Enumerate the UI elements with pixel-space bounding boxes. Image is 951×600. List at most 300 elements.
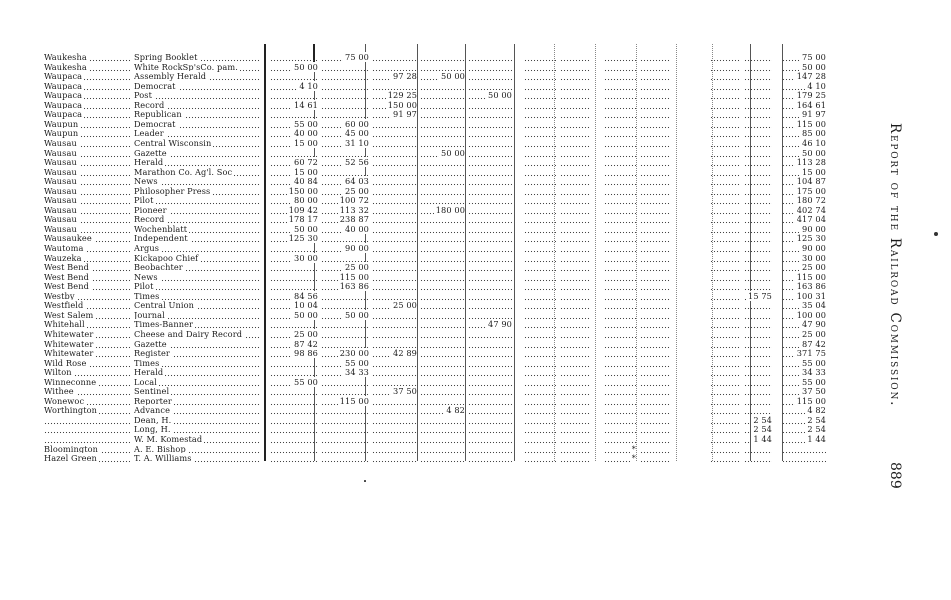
cell-text — [770, 128, 772, 138]
table-row — [44, 62, 832, 72]
cell-paper — [134, 195, 260, 205]
cell-c3 — [372, 214, 417, 224]
cell-text — [588, 90, 590, 100]
cell-text — [634, 176, 636, 186]
cell-c7 — [560, 405, 590, 415]
cell-text — [367, 81, 369, 91]
cell-text — [738, 253, 740, 263]
cell-c11 — [744, 138, 772, 148]
cell-c6 — [524, 71, 556, 81]
cell-place — [44, 319, 130, 329]
cell-c6 — [524, 186, 556, 196]
cell-c4 — [420, 109, 465, 119]
cell-c6 — [524, 157, 556, 167]
cell-c4 — [420, 310, 465, 320]
cell-total — [782, 167, 826, 177]
cell-c1 — [270, 90, 318, 100]
cell-text — [634, 262, 636, 272]
cell-c11 — [744, 329, 772, 339]
cell-c4 — [420, 176, 465, 186]
cell-c7 — [560, 186, 590, 196]
cell-c5 — [468, 453, 512, 463]
cell-c1 — [270, 148, 318, 158]
cell-text: Register — [134, 348, 170, 359]
cell-text: Waukesha — [44, 52, 87, 62]
cell-c4 — [420, 386, 465, 396]
cell-c5 — [468, 71, 512, 81]
cell-place — [44, 367, 130, 377]
cell-text: Waupaca — [44, 80, 83, 91]
cell-c6 — [524, 386, 556, 396]
cell-c2 — [321, 71, 369, 81]
cell-text: Whitehall — [44, 319, 85, 330]
cell-text: 371 75 — [796, 348, 826, 359]
cell-text — [634, 243, 636, 253]
cell-text: Republican — [134, 109, 182, 120]
cell-text — [588, 453, 590, 463]
cell-text: 1 44 — [753, 434, 772, 444]
cell-text: Worthington — [44, 405, 97, 416]
cell-text — [770, 405, 772, 415]
cell-paper — [134, 214, 260, 224]
cell-c10 — [710, 52, 740, 62]
cell-text — [738, 386, 740, 396]
cell-text: Cheese and Dairy Record — [134, 328, 243, 339]
cell-c9 — [640, 176, 670, 186]
cell-text — [738, 62, 740, 72]
cell-c6 — [524, 214, 556, 224]
cell-text — [770, 186, 772, 196]
cell-c1 — [270, 281, 318, 291]
cell-text: Independent — [134, 233, 188, 244]
cell-c1 — [270, 358, 318, 368]
cell-text — [554, 367, 556, 377]
cell-place — [44, 52, 130, 62]
cell-text — [463, 157, 465, 167]
cell-c4 — [420, 291, 465, 301]
cell-c8 — [604, 415, 636, 425]
cell-c1 — [270, 100, 318, 110]
cell-total — [782, 453, 826, 463]
cell-text — [668, 195, 670, 205]
cell-place — [44, 224, 130, 234]
cell-text — [668, 205, 670, 215]
cell-c8 — [604, 300, 636, 310]
cell-text: 2 54 — [807, 424, 826, 435]
cell-text: Wausaukee — [44, 233, 92, 244]
cell-total — [782, 253, 826, 263]
cell-c2 — [321, 415, 369, 425]
cell-text — [510, 195, 512, 205]
cell-text: 91 97 — [393, 109, 417, 120]
cell-c9 — [640, 157, 670, 167]
cell-c5 — [468, 339, 512, 349]
cell-c9 — [640, 224, 670, 234]
cell-place — [44, 310, 130, 320]
cell-text — [510, 281, 512, 291]
table-row — [44, 453, 832, 463]
cell-text — [510, 157, 512, 167]
cell-paper — [134, 253, 260, 263]
cell-c8 — [604, 128, 636, 138]
cell-c11 — [744, 176, 772, 186]
cell-paper — [134, 128, 260, 138]
cell-text — [415, 453, 417, 463]
cell-c7 — [560, 253, 590, 263]
cell-paper — [134, 262, 260, 272]
cell-text — [668, 138, 670, 148]
cell-text — [770, 138, 772, 148]
cell-c3 — [372, 138, 417, 148]
cell-text: 50 00 — [294, 309, 318, 320]
cell-text: 150 00 — [288, 185, 318, 196]
cell-c2 — [321, 176, 369, 186]
cell-c1 — [270, 195, 318, 205]
cell-c5 — [468, 424, 512, 434]
cell-text — [668, 186, 670, 196]
cell-c5 — [468, 281, 512, 291]
cell-c8 — [604, 90, 636, 100]
cell-text — [463, 377, 465, 387]
cell-text: 30 00 — [294, 252, 318, 263]
cell-c7 — [560, 167, 590, 177]
cell-text — [588, 319, 590, 329]
cell-text: Assembly Herald — [134, 71, 207, 82]
cell-total — [782, 339, 826, 349]
cell-paper — [134, 424, 260, 434]
cell-text — [770, 396, 772, 406]
cell-text: T. A. Williams — [134, 453, 192, 464]
cell-c10 — [710, 148, 740, 158]
cell-c10 — [710, 415, 740, 425]
cell-c10 — [710, 348, 740, 358]
cell-c1 — [270, 138, 318, 148]
cell-c8 — [604, 291, 636, 301]
cell-total — [782, 176, 826, 186]
cell-text — [510, 415, 512, 425]
cell-c4 — [420, 233, 465, 243]
cell-text: West Bend — [44, 271, 89, 282]
cell-text — [415, 233, 417, 243]
cell-text — [634, 128, 636, 138]
cell-text — [770, 205, 772, 215]
cell-total — [782, 71, 826, 81]
cell-text — [463, 310, 465, 320]
cell-text — [463, 186, 465, 196]
cell-c11 — [744, 205, 772, 215]
cell-c8 — [604, 109, 636, 119]
cell-c3 — [372, 233, 417, 243]
cell-text: 75 00 — [345, 52, 369, 62]
cell-c2 — [321, 81, 369, 91]
cell-text — [668, 71, 670, 81]
cell-text — [588, 396, 590, 406]
cell-text: Wautoma — [44, 243, 84, 253]
cell-text — [367, 300, 369, 310]
cell-c2 — [321, 453, 369, 463]
cell-text — [634, 396, 636, 406]
cell-text — [738, 195, 740, 205]
cell-c10 — [710, 81, 740, 91]
cell-text — [316, 415, 318, 425]
cell-text: 75 00 — [802, 52, 826, 62]
cell-text — [415, 81, 417, 91]
cell-c9 — [640, 62, 670, 72]
cell-c8 — [604, 262, 636, 272]
cell-text — [588, 52, 590, 62]
cell-text — [634, 300, 636, 310]
cell-text — [415, 195, 417, 205]
cell-text — [554, 262, 556, 272]
cell-text: 150 00 — [387, 99, 417, 110]
cell-c4 — [420, 329, 465, 339]
cell-c3 — [372, 52, 417, 62]
cell-c1 — [270, 109, 318, 119]
cell-text — [738, 415, 740, 425]
cell-text — [668, 90, 670, 100]
cell-text — [588, 415, 590, 425]
cell-paper — [134, 444, 260, 454]
cell-place — [44, 358, 130, 368]
cell-text — [588, 71, 590, 81]
cell-c1 — [270, 81, 318, 91]
cell-text: 50 00 — [441, 71, 465, 82]
cell-c3 — [372, 300, 417, 310]
cell-c5 — [468, 214, 512, 224]
cell-c11 — [744, 52, 772, 62]
cell-c3 — [372, 262, 417, 272]
cell-text — [770, 453, 772, 463]
cell-c10 — [710, 377, 740, 387]
cell-text — [770, 195, 772, 205]
cell-c1 — [270, 319, 318, 329]
cell-total — [782, 329, 826, 339]
table-row — [44, 148, 832, 158]
cell-text — [634, 81, 636, 91]
cell-c10 — [710, 300, 740, 310]
cell-text — [510, 205, 512, 215]
cell-c8 — [604, 339, 636, 349]
cell-text — [554, 329, 556, 339]
cell-text — [668, 262, 670, 272]
cell-text — [415, 224, 417, 234]
table-row — [44, 444, 832, 454]
cell-c2 — [321, 424, 369, 434]
cell-c2 — [321, 310, 369, 320]
cell-c5 — [468, 367, 512, 377]
cell-text — [510, 186, 512, 196]
cell-c4 — [420, 396, 465, 406]
cell-c10 — [710, 62, 740, 72]
cell-c3 — [372, 348, 417, 358]
cell-text — [415, 128, 417, 138]
cell-text — [668, 176, 670, 186]
table-row — [44, 329, 832, 339]
cell-text — [554, 128, 556, 138]
table-row — [44, 434, 832, 444]
cell-text — [738, 434, 740, 444]
cell-text: Wausau — [44, 176, 77, 187]
cell-text — [510, 52, 512, 62]
cell-text — [634, 281, 636, 291]
cell-text — [415, 157, 417, 167]
cell-c11 — [744, 224, 772, 234]
cell-text: 180 00 — [435, 204, 465, 215]
cell-c5 — [468, 62, 512, 72]
cell-text — [510, 81, 512, 91]
cell-c1 — [270, 186, 318, 196]
cell-c6 — [524, 367, 556, 377]
cell-c7 — [560, 386, 590, 396]
cell-c4 — [420, 272, 465, 282]
cell-text: 4 10 — [299, 80, 318, 91]
cell-text — [668, 424, 670, 434]
cell-text: 163 86 — [339, 281, 369, 292]
cell-c5 — [468, 109, 512, 119]
cell-c9 — [640, 358, 670, 368]
cell-c6 — [524, 415, 556, 425]
cell-c11 — [744, 300, 772, 310]
cell-text — [770, 90, 772, 100]
cell-c10 — [710, 109, 740, 119]
table-row — [44, 205, 832, 215]
cell-text — [634, 138, 636, 148]
cell-text — [770, 272, 772, 282]
cell-c9 — [640, 434, 670, 444]
cell-text — [554, 224, 556, 234]
cell-text — [770, 52, 772, 62]
cell-text — [770, 300, 772, 310]
cell-text — [415, 444, 417, 454]
cell-text: 87 42 — [294, 338, 318, 349]
cell-text: Sentinel — [134, 386, 170, 397]
cell-c11 — [744, 348, 772, 358]
cell-text — [634, 272, 636, 282]
cell-c2 — [321, 128, 369, 138]
cell-text — [588, 405, 590, 415]
cell-text — [554, 291, 556, 301]
cell-c6 — [524, 62, 556, 72]
cell-text — [668, 319, 670, 329]
cell-text — [770, 167, 772, 177]
cell-text — [316, 386, 318, 396]
table-row — [44, 348, 832, 358]
cell-place — [44, 396, 130, 406]
cell-text — [367, 444, 369, 454]
cell-text — [463, 444, 465, 454]
cell-text — [415, 424, 417, 434]
cell-c2 — [321, 300, 369, 310]
cell-text — [588, 205, 590, 215]
cell-text — [588, 186, 590, 196]
table-row — [44, 262, 832, 272]
cell-c3 — [372, 434, 417, 444]
cell-text — [510, 348, 512, 358]
cell-place — [44, 195, 130, 205]
cell-c11 — [744, 310, 772, 320]
cell-c8 — [604, 81, 636, 91]
cell-c3 — [372, 272, 417, 282]
cell-c9 — [640, 233, 670, 243]
cell-text — [415, 262, 417, 272]
cell-c3 — [372, 377, 417, 387]
cell-text: Gazette — [134, 338, 167, 349]
cell-text: 163 86 — [796, 281, 826, 292]
cell-c2 — [321, 100, 369, 110]
cell-text — [463, 453, 465, 463]
cell-c6 — [524, 291, 556, 301]
cell-c7 — [560, 176, 590, 186]
cell-c5 — [468, 128, 512, 138]
cell-text: 40 00 — [345, 223, 369, 234]
cell-text — [668, 405, 670, 415]
cell-text — [554, 358, 556, 368]
cell-c10 — [710, 243, 740, 253]
cell-text: West Salem — [44, 309, 94, 320]
cell-total — [782, 233, 826, 243]
table-row — [44, 224, 832, 234]
cell-c4 — [420, 128, 465, 138]
cell-c8 — [604, 358, 636, 368]
cell-text — [463, 109, 465, 119]
cell-c8 — [604, 243, 636, 253]
cell-text: Wausau — [44, 223, 77, 234]
cell-text — [510, 224, 512, 234]
cell-c3 — [372, 109, 417, 119]
ink-speck — [364, 480, 366, 482]
cell-c6 — [524, 176, 556, 186]
cell-text: 85 00 — [802, 128, 826, 139]
cell-text — [415, 186, 417, 196]
cell-text — [510, 148, 512, 158]
cell-text — [510, 167, 512, 177]
cell-c11 — [744, 396, 772, 406]
cell-text — [588, 100, 590, 110]
cell-c5 — [468, 224, 512, 234]
cell-c6 — [524, 253, 556, 263]
cell-text — [463, 90, 465, 100]
cell-text — [588, 434, 590, 444]
cell-text — [668, 128, 670, 138]
cell-text: A. E. Bishop — [134, 443, 186, 454]
cell-text — [554, 281, 556, 291]
cell-total — [782, 434, 826, 444]
cell-text — [588, 119, 590, 129]
table-row — [44, 81, 832, 91]
cell-text — [463, 128, 465, 138]
cell-text: Wausau — [44, 157, 77, 168]
cell-text — [510, 444, 512, 454]
cell-c8 — [604, 148, 636, 158]
cell-text — [634, 233, 636, 243]
cell-c4 — [420, 52, 465, 62]
cell-text — [588, 358, 590, 368]
cell-text — [588, 367, 590, 377]
cell-c8 — [604, 186, 636, 196]
cell-paper — [134, 176, 260, 186]
cell-c8 — [604, 233, 636, 243]
cell-text: 115 00 — [339, 395, 369, 406]
cell-c10 — [710, 272, 740, 282]
cell-c2 — [321, 319, 369, 329]
cell-c6 — [524, 233, 556, 243]
cell-text — [316, 90, 318, 100]
cell-text: 10 04 — [294, 300, 318, 311]
cell-c9 — [640, 319, 670, 329]
table-row — [44, 176, 832, 186]
cell-c5 — [468, 195, 512, 205]
cell-c4 — [420, 243, 465, 253]
